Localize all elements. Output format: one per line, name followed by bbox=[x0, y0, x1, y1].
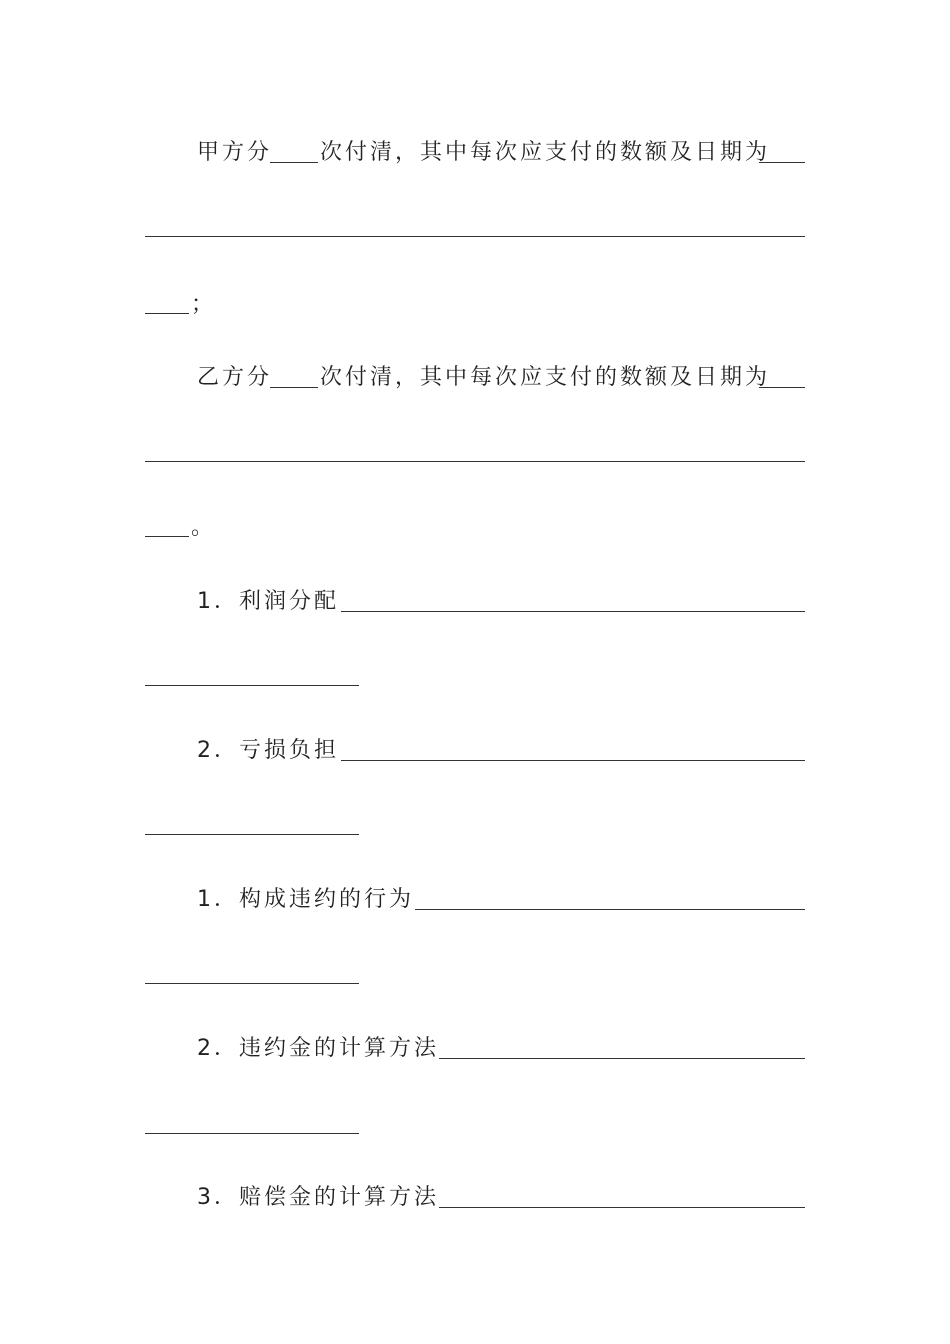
item-loss-bearing-blank-end[interactable] bbox=[145, 834, 359, 835]
party-b-installments-blank[interactable] bbox=[270, 386, 318, 388]
party-b-amount-blank-end[interactable] bbox=[145, 536, 189, 537]
party-a-prefix: 甲方分 bbox=[197, 140, 273, 165]
item-breach-behavior-continuation bbox=[145, 955, 805, 995]
item-loss-bearing bbox=[145, 731, 805, 771]
item-label: 2．违约金的计算方法 bbox=[197, 1036, 439, 1061]
item-breach-behavior-blank[interactable] bbox=[415, 908, 805, 910]
party-a-ending-line bbox=[145, 285, 805, 325]
item-label: 1．构成违约的行为 bbox=[197, 887, 414, 912]
party-a-installments-blank[interactable] bbox=[270, 161, 318, 163]
party-b-amount-blank-full[interactable] bbox=[145, 461, 805, 462]
item-profit-distribution-blank-end[interactable] bbox=[145, 685, 359, 686]
item-loss-bearing-continuation bbox=[145, 806, 805, 846]
item-profit-distribution-blank[interactable] bbox=[341, 610, 805, 612]
party-b-end-punct: 。 bbox=[191, 515, 217, 540]
party-a-payment-line bbox=[145, 133, 805, 173]
party-b-amount-blank-start[interactable] bbox=[759, 386, 805, 388]
party-a-middle-text: 次付清，其中每次应支付的数额及日期为 bbox=[320, 140, 771, 165]
party-b-continuation-line bbox=[145, 433, 805, 473]
item-profit-distribution bbox=[145, 582, 805, 622]
party-b-prefix: 乙方分 bbox=[197, 365, 273, 390]
item-compensation-calculation bbox=[145, 1178, 805, 1218]
item-breach-behavior-blank-end[interactable] bbox=[145, 983, 359, 984]
party-a-amount-blank-full[interactable] bbox=[145, 236, 805, 237]
party-a-continuation-line bbox=[145, 208, 805, 248]
item-label: 2．亏损负担 bbox=[197, 738, 339, 763]
item-label: 1．利润分配 bbox=[197, 589, 339, 614]
item-profit-distribution-continuation bbox=[145, 657, 805, 697]
item-penalty-calculation-blank[interactable] bbox=[439, 1057, 805, 1059]
party-a-amount-blank-end[interactable] bbox=[145, 313, 189, 314]
item-penalty-calculation-continuation bbox=[145, 1105, 805, 1145]
item-penalty-calculation-blank-end[interactable] bbox=[145, 1133, 359, 1134]
item-compensation-calculation-blank[interactable] bbox=[439, 1206, 805, 1208]
party-a-amount-blank-start[interactable] bbox=[759, 161, 805, 163]
item-breach-behavior bbox=[145, 880, 805, 920]
party-b-middle-text: 次付清，其中每次应支付的数额及日期为 bbox=[320, 365, 771, 390]
party-b-ending-line bbox=[145, 508, 805, 548]
item-label: 3．赔偿金的计算方法 bbox=[197, 1185, 439, 1210]
party-a-end-punct: ； bbox=[191, 292, 217, 317]
item-loss-bearing-blank[interactable] bbox=[341, 759, 805, 761]
party-b-payment-line bbox=[145, 358, 805, 398]
item-penalty-calculation bbox=[145, 1029, 805, 1069]
